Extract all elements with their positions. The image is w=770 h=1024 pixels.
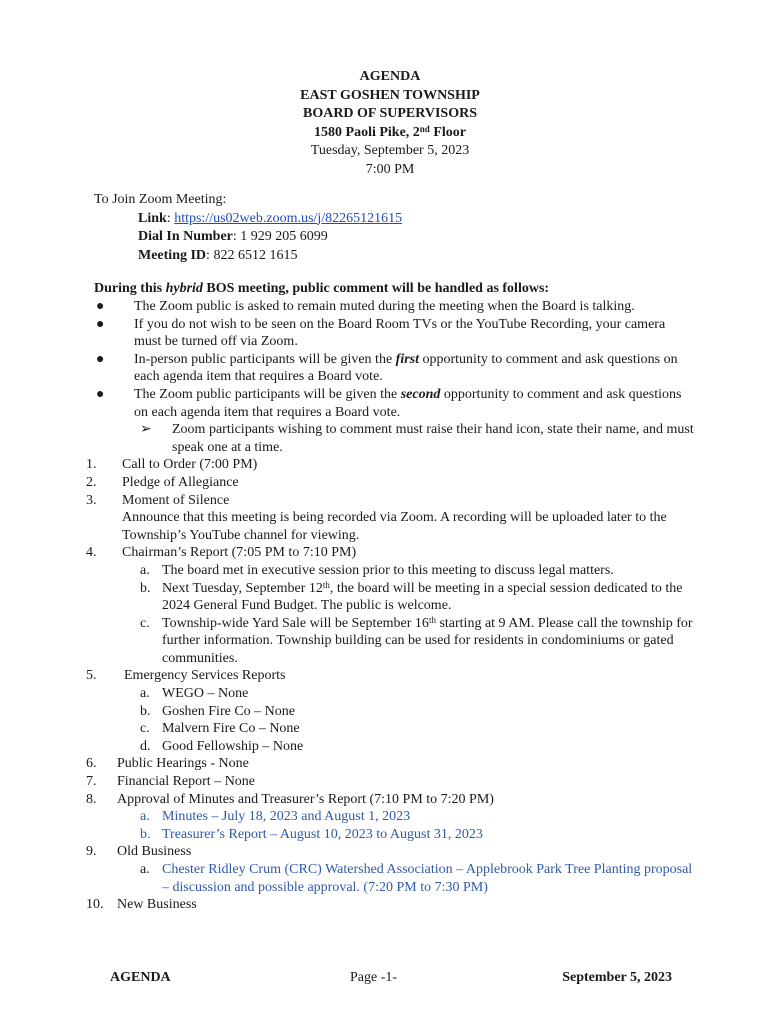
zoom-meeting-link[interactable]: https://us02web.zoom.us/j/82265121615 [174,210,403,226]
bullet-icon: ● [96,299,105,314]
comment-rule: ● The Zoom public is asked to remain muted during the meeting when the Board is talking. [96,299,635,314]
agenda-item: 7. Financial Report – None [86,774,256,790]
arrow-bullet-icon: ➢ [140,422,152,438]
header-date: Tuesday, September 5, 2023 [310,143,470,159]
agenda-item: 8. Approval of Minutes and Treasurer’s Report (7:10 PM to 7:20 PM) [86,791,494,807]
dial-in-row: Dial In Number: 1 929 205 6099 [138,229,328,245]
footer-page-number: Page -1- [350,970,398,985]
header-board: BOARD OF SUPERVISORS [302,106,477,122]
agenda-subitem: b. Next Tuesday, September 12th, the board will be meeting in a special session dedicated to the 2024 General Fund Budget. The public is welcome. [140,579,683,614]
comment-rule: ● If you do not wish to be seen on the Board Room TVs or the YouTube Recording, your camera must be turned off via Zoom. [96,316,666,350]
page-footer [110,969,672,987]
comment-rule: ● The Zoom public participants will be given the second opportunity to comment and ask questions on each agenda item that requires a Board vote. [96,386,682,420]
agenda-item: 10. New Business [86,897,197,913]
dial-in-number: 1 929 205 6099 [240,229,328,245]
agenda-subitem: d. Good Fellowship – None [140,738,304,754]
agenda-item: 3. Moment of Silence [86,492,230,508]
zoom-info [94,191,694,265]
bullet-icon: ● [96,386,105,402]
agenda-subitem: c. Malvern Fire Co – None [140,721,300,737]
agenda-item: 9. Old Business [86,844,192,860]
meeting-id: 822 6512 1615 [213,247,298,263]
footer-date: September 5, 2023 [562,970,672,985]
bullet-icon: ● [96,351,105,367]
agenda-subitem-action[interactable]: b. Treasurer’s Report – August 10, 2023 to August 31, 2023 [140,826,483,842]
agenda-subitem: c. Township-wide Yard Sale will be September 16th starting at 9 AM. Please call the township for further information. Township building can be used for residents in condominiums or gated communities. [140,614,693,666]
agenda-body [86,280,694,914]
comment-rule: ● In-person public participants will be given the first opportunity to comment and ask questions on each agenda item that requires a Board vote. [96,351,678,385]
agenda-item-note: Announce that this meeting is being recorded via Zoom. A recording will be uploaded later to the Township’s YouTube channel for viewing. [122,510,667,543]
agenda-item: 5. Emergency Services Reports [86,668,286,684]
header-address: 1580 Paoli Pike, 2nd Floor [314,123,466,140]
agenda-item: 1. Call to Order (7:00 PM) [86,457,258,473]
zoom-title: To Join Zoom Meeting: [94,192,227,207]
header-time: 7:00 PM [365,161,415,177]
zoom-link-row: Link: https://us02web.zoom.us/j/82265121615 [138,210,403,226]
meeting-id-row: Meeting ID: 822 6512 1615 [138,247,298,263]
agenda-item: 2. Pledge of Allegiance [86,474,239,490]
agenda-subitem-action[interactable]: a. Chester Ridley Crum (CRC) Watershed Association – Applebrook Park Tree Planting proposal – discussion and possible approval. (7:20 PM to 7:30 PM) [140,862,693,895]
agenda-header [0,68,770,180]
comment-rules-intro: During this hybrid BOS meeting, public comment will be handled as follows: [94,281,550,296]
header-township: EAST GOSHEN TOWNSHIP [300,87,480,103]
agenda-subitem: a. The board met in executive session prior to this meeting to discuss legal matters. [140,562,614,578]
agenda-subitem-action[interactable]: a. Minutes – July 18, 2023 and August 1, 2023 [140,809,411,825]
agenda-subitem: b. Goshen Fire Co – None [140,703,295,719]
agenda-item: 4. Chairman’s Report (7:05 PM to 7:10 PM) [86,545,357,561]
comment-sub-rule: ➢ Zoom participants wishing to comment must raise their hand icon, state their name, and must speak one at a time. [140,422,694,455]
footer-label: AGENDA [110,970,171,985]
header-title: AGENDA [359,69,421,84]
bullet-icon: ● [96,316,105,332]
agenda-subitem: a. WEGO – None [140,686,249,702]
agenda-item: 6. Public Hearings - None [86,756,249,772]
